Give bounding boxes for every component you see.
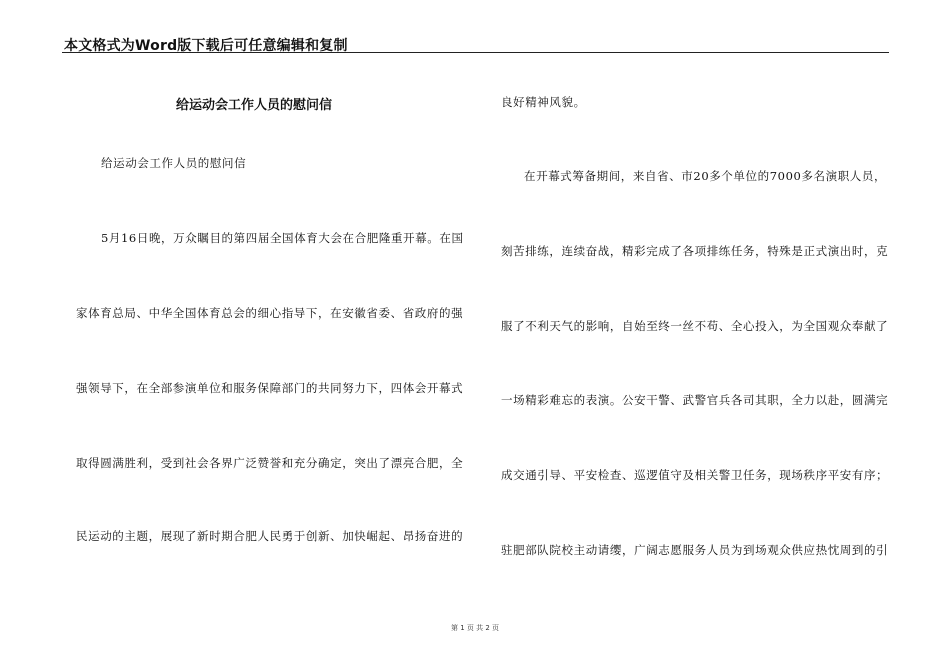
left-line-5: 取得圆满胜利，受到社会各界广泛赞誉和充分确定，突出了漂亮合肥，全 (76, 456, 464, 470)
document-header: 本文格式为Word版下载后可任意编辑和复制 (64, 38, 348, 54)
left-line-1: 给运动会工作人员的慰问信 (101, 156, 247, 170)
right-line-2: 在开幕式筹备期间，来自省、市20多个单位的7000多名演职人员， (524, 169, 887, 183)
left-line-3: 家体育总局、中华全国体育总会的细心指导下，在安徽省委、省政府的强 (76, 306, 464, 320)
page-number: 第 1 页 共 2 页 (450, 624, 500, 632)
left-line-4: 强领导下，在全部参演单位和服务保障部门的共同努力下，四体会开幕式 (76, 381, 464, 395)
right-line-1: 良好精神风貌。 (501, 95, 586, 109)
document-title: 给运动会工作人员的慰问信 (176, 98, 333, 113)
right-line-3: 刻苦排练，连续奋战，精彩完成了各项排练任务，特殊是正式演出时，克 (501, 244, 889, 258)
left-line-2: 5月16日晚，万众瞩目的第四届全国体育大会在合肥隆重开幕。在国 (101, 231, 464, 245)
left-line-6: 民运动的主题，展现了新时期合肥人民勇于创新、加快崛起、昂扬奋进的 (76, 529, 464, 543)
right-line-6: 成交通引导、平安检查、巡逻值守及相关警卫任务，现场秩序平安有序； (501, 468, 889, 482)
right-line-7: 驻肥部队院校主动请缨，广阔志愿服务人员为到场观众供应热忱周到的引 (501, 543, 889, 557)
right-line-4: 服了不利天气的影响，自始至终一丝不苟、全心投入，为全国观众奉献了 (501, 319, 889, 333)
right-line-5: 一场精彩难忘的表演。公安干警、武警官兵各司其职，全力以赴，圆满完 (501, 393, 889, 407)
header-divider (62, 52, 889, 53)
